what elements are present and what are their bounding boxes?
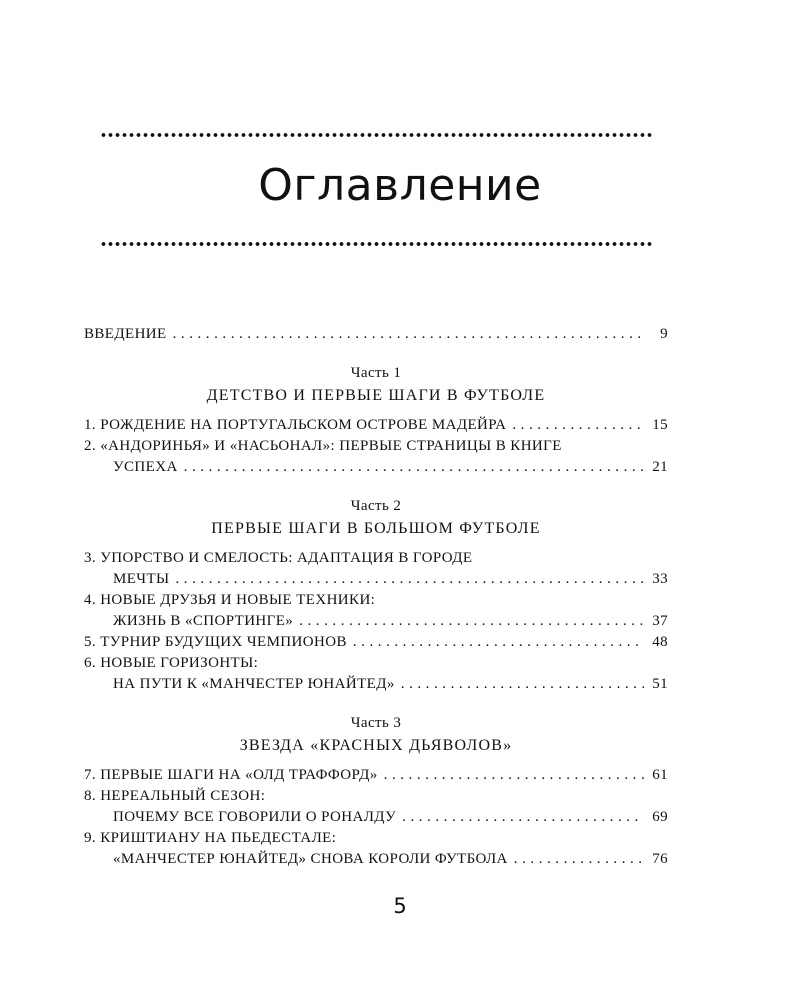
part-title: ЗВЕЗДА «КРАСНЫХ ДЬЯВОЛОВ»: [239, 737, 513, 754]
dot-leader: [514, 849, 644, 870]
toc-entry-chapter-5[interactable]: [84, 632, 668, 653]
toc-entry-title: ВВЕДЕНИЕ: [84, 326, 167, 342]
toc-page-number: 33: [652, 571, 668, 587]
part-header-3: [84, 713, 668, 758]
toc-entry-chapter-9[interactable]: [84, 828, 668, 870]
toc-entry-title: 5. ТУРНИР БУДУЩИХ ЧЕМПИОНОВ: [84, 634, 347, 650]
toc-entry-title: 4. НОВЫЕ ДРУЗЬЯ И НОВЫЕ ТЕХНИКИ:: [84, 592, 376, 608]
toc-entry-title: 7. ПЕРВЫЕ ШАГИ НА «ОЛД ТРАФФОРД»: [84, 767, 378, 783]
toc-page-number: 15: [652, 417, 668, 433]
dot-leader: [176, 569, 645, 590]
toc-entry-title-continued: ЖИЗНЬ В «СПОРТИНГЕ»: [113, 613, 294, 629]
toc-entry-title-continued: «МАНЧЕСТЕР ЮНАЙТЕД» СНОВА КОРОЛИ ФУТБОЛА: [113, 851, 508, 867]
toc-entry-title: 9. КРИШТИАНУ НА ПЬЕДЕСТАЛЕ:: [84, 830, 337, 846]
toc-entry-title-continued: МЕЧТЫ: [113, 571, 170, 587]
part-title: ПЕРВЫЕ ШАГИ В БОЛЬШОМ ФУТБОЛЕ: [211, 520, 541, 537]
toc-page-number: 9: [660, 326, 668, 342]
table-of-contents: [84, 324, 668, 870]
toc-page-number: 37: [652, 613, 668, 629]
toc-entry-chapter-7[interactable]: [84, 765, 668, 786]
toc-entry-title: 8. НЕРЕАЛЬНЫЙ СЕЗОН:: [84, 788, 266, 804]
part-label: Часть 3: [350, 715, 402, 731]
dotted-divider-bottom: [100, 240, 652, 248]
toc-page-number: 21: [652, 459, 668, 475]
dot-leader: [512, 415, 644, 436]
toc-entry-title-continued: НА ПУТИ К «МАНЧЕСТЕР ЮНАЙТЕД»: [113, 676, 395, 692]
part-label: Часть 1: [350, 365, 402, 381]
toc-entry-title: 1. РОЖДЕНИЕ НА ПОРТУГАЛЬСКОМ ОСТРОВЕ МАДЕЙРА: [84, 417, 507, 433]
part-label: Часть 2: [350, 498, 402, 514]
dot-leader: [401, 674, 644, 695]
toc-entry-title: 3. УПОРСТВО И СМЕЛОСТЬ: АДАПТАЦИЯ В ГОРОДЕ: [84, 550, 473, 566]
dot-leader: [353, 632, 644, 653]
toc-entry-title-continued: ПОЧЕМУ ВСЕ ГОВОРИЛИ О РОНАЛДУ: [113, 809, 397, 825]
toc-page-number: 48: [652, 634, 668, 650]
dot-leader: [173, 324, 644, 345]
page-number: 5: [393, 894, 407, 918]
toc-page-number: 76: [652, 851, 668, 867]
toc-entry-chapter-2[interactable]: [84, 436, 668, 478]
dotted-divider-top: [100, 131, 652, 139]
dot-leader: [184, 457, 644, 478]
toc-entry-intro[interactable]: [84, 324, 668, 345]
toc-entry-title-continued: УСПЕХА: [113, 459, 178, 475]
part-title: ДЕТСТВО И ПЕРВЫЕ ШАГИ В ФУТБОЛЕ: [206, 387, 546, 404]
toc-entry-chapter-8[interactable]: [84, 786, 668, 828]
dot-leader: [402, 807, 644, 828]
part-header-2: [84, 496, 668, 541]
dot-leader: [384, 765, 644, 786]
toc-entry-title: 6. НОВЫЕ ГОРИЗОНТЫ:: [84, 655, 259, 671]
part-header-1: [84, 363, 668, 408]
toc-entry-chapter-1[interactable]: [84, 415, 668, 436]
toc-entry-chapter-3[interactable]: [84, 548, 668, 590]
toc-entry-chapter-4[interactable]: [84, 590, 668, 632]
toc-entry-chapter-6[interactable]: [84, 653, 668, 695]
toc-page-number: 69: [652, 809, 668, 825]
dot-leader: [299, 611, 644, 632]
page-title: Оглавление: [258, 160, 542, 211]
toc-entry-title: 2. «АНДОРИНЬЯ» И «НАСЬОНАЛ»: ПЕРВЫЕ СТРАНИЦЫ В КНИГЕ: [84, 438, 562, 454]
toc-page-number: 51: [652, 676, 668, 692]
toc-page-number: 61: [652, 767, 668, 783]
